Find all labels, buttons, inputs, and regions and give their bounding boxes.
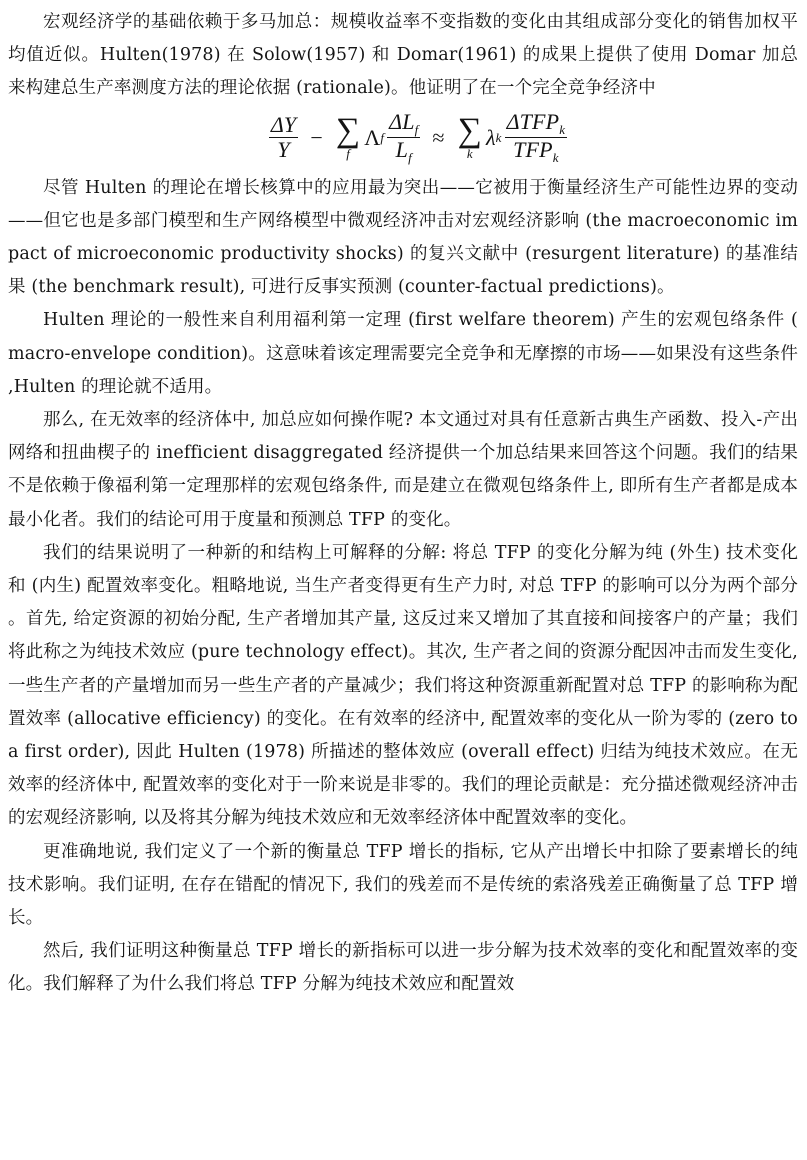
eq-numerator [387, 110, 420, 138]
eq-denominator [394, 138, 414, 165]
eq-text: L [395, 137, 409, 163]
sigma-symbol: ∑ [335, 112, 361, 150]
eq-subscript: k [552, 150, 559, 166]
eq-numerator [269, 113, 298, 138]
document-page [8, 6, 798, 1002]
eq-denominator [511, 138, 560, 165]
eq-text: ΔL [389, 109, 415, 135]
eq-numerator [505, 110, 568, 138]
eq-subscript: k [559, 122, 566, 138]
sum-index: k [466, 146, 473, 162]
approx-sign: ≈ [432, 124, 445, 150]
eq-text: TFP [513, 137, 553, 163]
hulten-equation [8, 106, 798, 170]
factor-growth-fraction [387, 110, 420, 165]
paragraph-intro: 宏观经济学的基础依赖于多马加总：规模收益率不变指数的变化由其组成部分变化的销售加权平均值近似。Hulten(1978) 在 Solow(1957) 和 Domar(1961) 的成果上提供了使用 Domar 加总来构建总生产率测度方法的理论依据 (rationale)。他证明了在一个完全竞争经济中 [8, 12, 798, 99]
eq-subscript: f [414, 122, 419, 138]
sum-over-factors [335, 112, 361, 162]
domar-weight-subscript: k [495, 130, 502, 146]
paragraph-decomposition: 我们的结果说明了一种新的和结构上可解释的分解: 将总 TFP 的变化分解为纯 (外生) 技术变化和 (内生) 配置效率变化。粗略地说, 当生产者变得更有生产力时, 对总 TFP 的影响可以分为两个部分。首先, 给定资源的初始分配, 生产者增加其产量, 这反过来又增加了其直接和间接客户的产量；我们将此称之为纯技术效应 (pure technology effect)。其次, 生产者之间的资源分配因冲击而发生变化, 一些生产者的产量增加而另一些生产者的产量减少；我们将这种资源重新配置对总 TFP 的影响称为配置效率 (allocative efficiency) 的变化。在有效率的经济中, 配置效率的变化从一阶为零的 (zero to a first order), 因此 Hulten (1978) 所描述的整体效应 (overall effect) 归结为纯技术效应。在无效率的经济体中, 配置效率的变化对于一阶来说是非零的。我们的理论贡献是：充分描述微观经济冲击的宏观经济影响, 以及将其分解为纯技术效应和无效率经济体中配置效率的变化。 [8, 542, 798, 829]
domar-weight-symbol: λ [485, 124, 496, 150]
paragraph-hulten-applications: 尽管 Hulten 的理论在增长核算中的应用最为突出——它被用于衡量经济生产可能性边界的变动——但它也是多部门模型和生产网络模型中微观经济冲击对宏观经济影响 (the macroeconomic impact of microeconomic productivity shocks) 的复兴文献中 (resurgent literature) 的基准结果 (the benchmark result), 可进行反事实预测 (counter-factual predictions)。 [8, 177, 798, 298]
factor-share-subscript: f [380, 130, 385, 146]
paragraph-welfare-theorem: Hulten 理论的一般性来自利用福利第一定理 (first welfare theorem) 产生的宏观包络条件 (macro-envelope condition)。这意味着该定理需要完全竞争和无摩擦的市场——如果没有这些条件,Hulten 的理论就不适用。 [8, 310, 798, 397]
eq-text: ΔY [270, 112, 297, 138]
tfp-growth-fraction [505, 110, 568, 165]
eq-denominator [275, 138, 291, 162]
eq-text: Y [277, 137, 290, 163]
factor-share-symbol: Λ [364, 124, 381, 150]
paragraph-inefficient-economies: 那么, 在无效率的经济体中, 加总应如何操作呢? 本文通过对具有任意新古典生产函数、投入-产出网络和扭曲楔子的 inefficient disaggregated 经济提供一个加总结果来回答这个问题。我们的结果不是依赖于像福利第一定理那样的宏观包络条件, 而是建立在微观包络条件上, 即所有生产者都是成本最小化者。我们的结论可用于度量和预测总 TFP 的变化。 [8, 410, 798, 530]
paragraph-further-decomposition: 然后, 我们证明这种衡量总 TFP 增长的新指标可以进一步分解为技术效率的变化和配置效率的变化。我们解释了为什么我们将总 TFP 分解为纯技术效应和配置效 [8, 941, 798, 995]
sum-index: f [346, 146, 350, 162]
sum-over-producers [457, 112, 482, 162]
output-growth-fraction [269, 113, 298, 162]
sigma-symbol: ∑ [457, 112, 482, 150]
eq-subscript: f [408, 150, 412, 166]
eq-text: ΔTFP [506, 109, 560, 135]
minus-sign: − [310, 124, 323, 150]
paragraph-new-tfp-measure: 更准确地说, 我们定义了一个新的衡量总 TFP 增长的指标, 它从产出增长中扣除了要素增长的纯技术影响。我们证明, 在存在错配的情况下, 我们的残差而不是传统的索洛残差正确衡量了总 TFP 增长。 [8, 841, 798, 929]
